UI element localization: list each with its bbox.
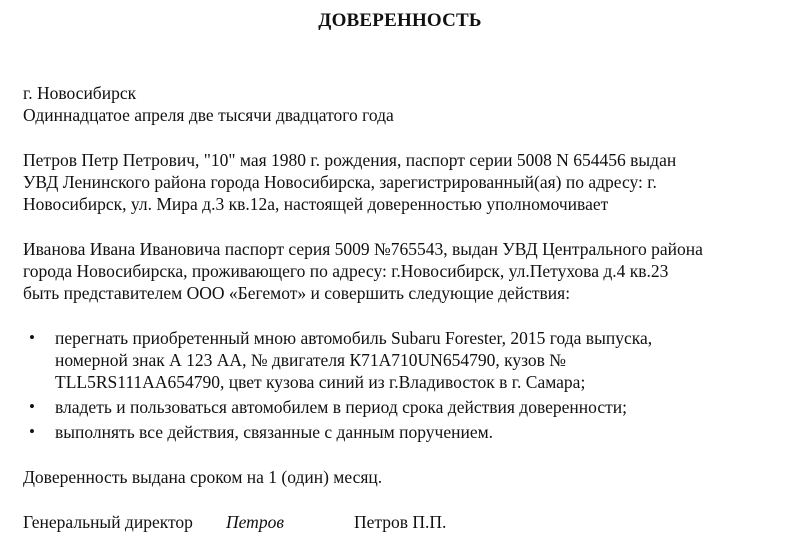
- bullet-marker: •: [29, 397, 35, 416]
- agent-line-1: Иванова Ивана Ивановича паспорт серия 5009 №765543, выдан УВД Центрального района: [23, 239, 703, 259]
- agent-line-2: города Новосибирска, проживающего по адресу: г.Новосибирск, ул.Петухова д.4 кв.23: [23, 261, 669, 281]
- bullet-marker: •: [29, 328, 35, 347]
- handwritten-signature: Петров: [226, 512, 284, 532]
- principal-line-3: Новосибирск, ул. Мира д.3 кв.12а, настоящей доверенностью уполномочивает: [23, 194, 609, 214]
- validity-line: Доверенность выдана сроком на 1 (один) месяц.: [23, 467, 383, 487]
- action-1-line-1: перегнать приобретенный мною автомобиль Subaru Forester, 2015 года выпуска,: [55, 328, 653, 348]
- principal-line-2: УВД Ленинского района города Новосибирска, зарегистрированный(ая) по адресу: г.: [23, 172, 657, 192]
- signatory-name: Петров П.П.: [354, 512, 447, 532]
- principal-line-1: Петров Петр Петрович, "10" мая 1980 г. рождения, паспорт серии 5008 N 654456 выдан: [23, 150, 677, 170]
- action-1-line-2: номерной знак А 123 АА, № двигателя К71А710UN654790, кузов №: [55, 350, 566, 370]
- bullet-marker: •: [29, 422, 35, 441]
- agent-line-3: быть представителем ООО «Бегемот» и совершить следующие действия:: [23, 283, 571, 303]
- signatory-position: Генеральный директор: [23, 512, 193, 532]
- place-line: г. Новосибирск: [23, 83, 137, 103]
- action-2-line-1: владеть и пользоваться автомобилем в период срока действия доверенности;: [55, 397, 627, 417]
- action-1-line-3: TLL5RS111AA654790, цвет кузова синий из г.Владивосток в г. Самара;: [55, 372, 586, 392]
- action-3-line-1: выполнять все действия, связанные с данным поручением.: [55, 422, 494, 442]
- date-line: Одиннадцатое апреля две тысячи двадцатого года: [23, 105, 394, 125]
- document-title: ДОВЕРЕННОСТЬ: [318, 10, 482, 31]
